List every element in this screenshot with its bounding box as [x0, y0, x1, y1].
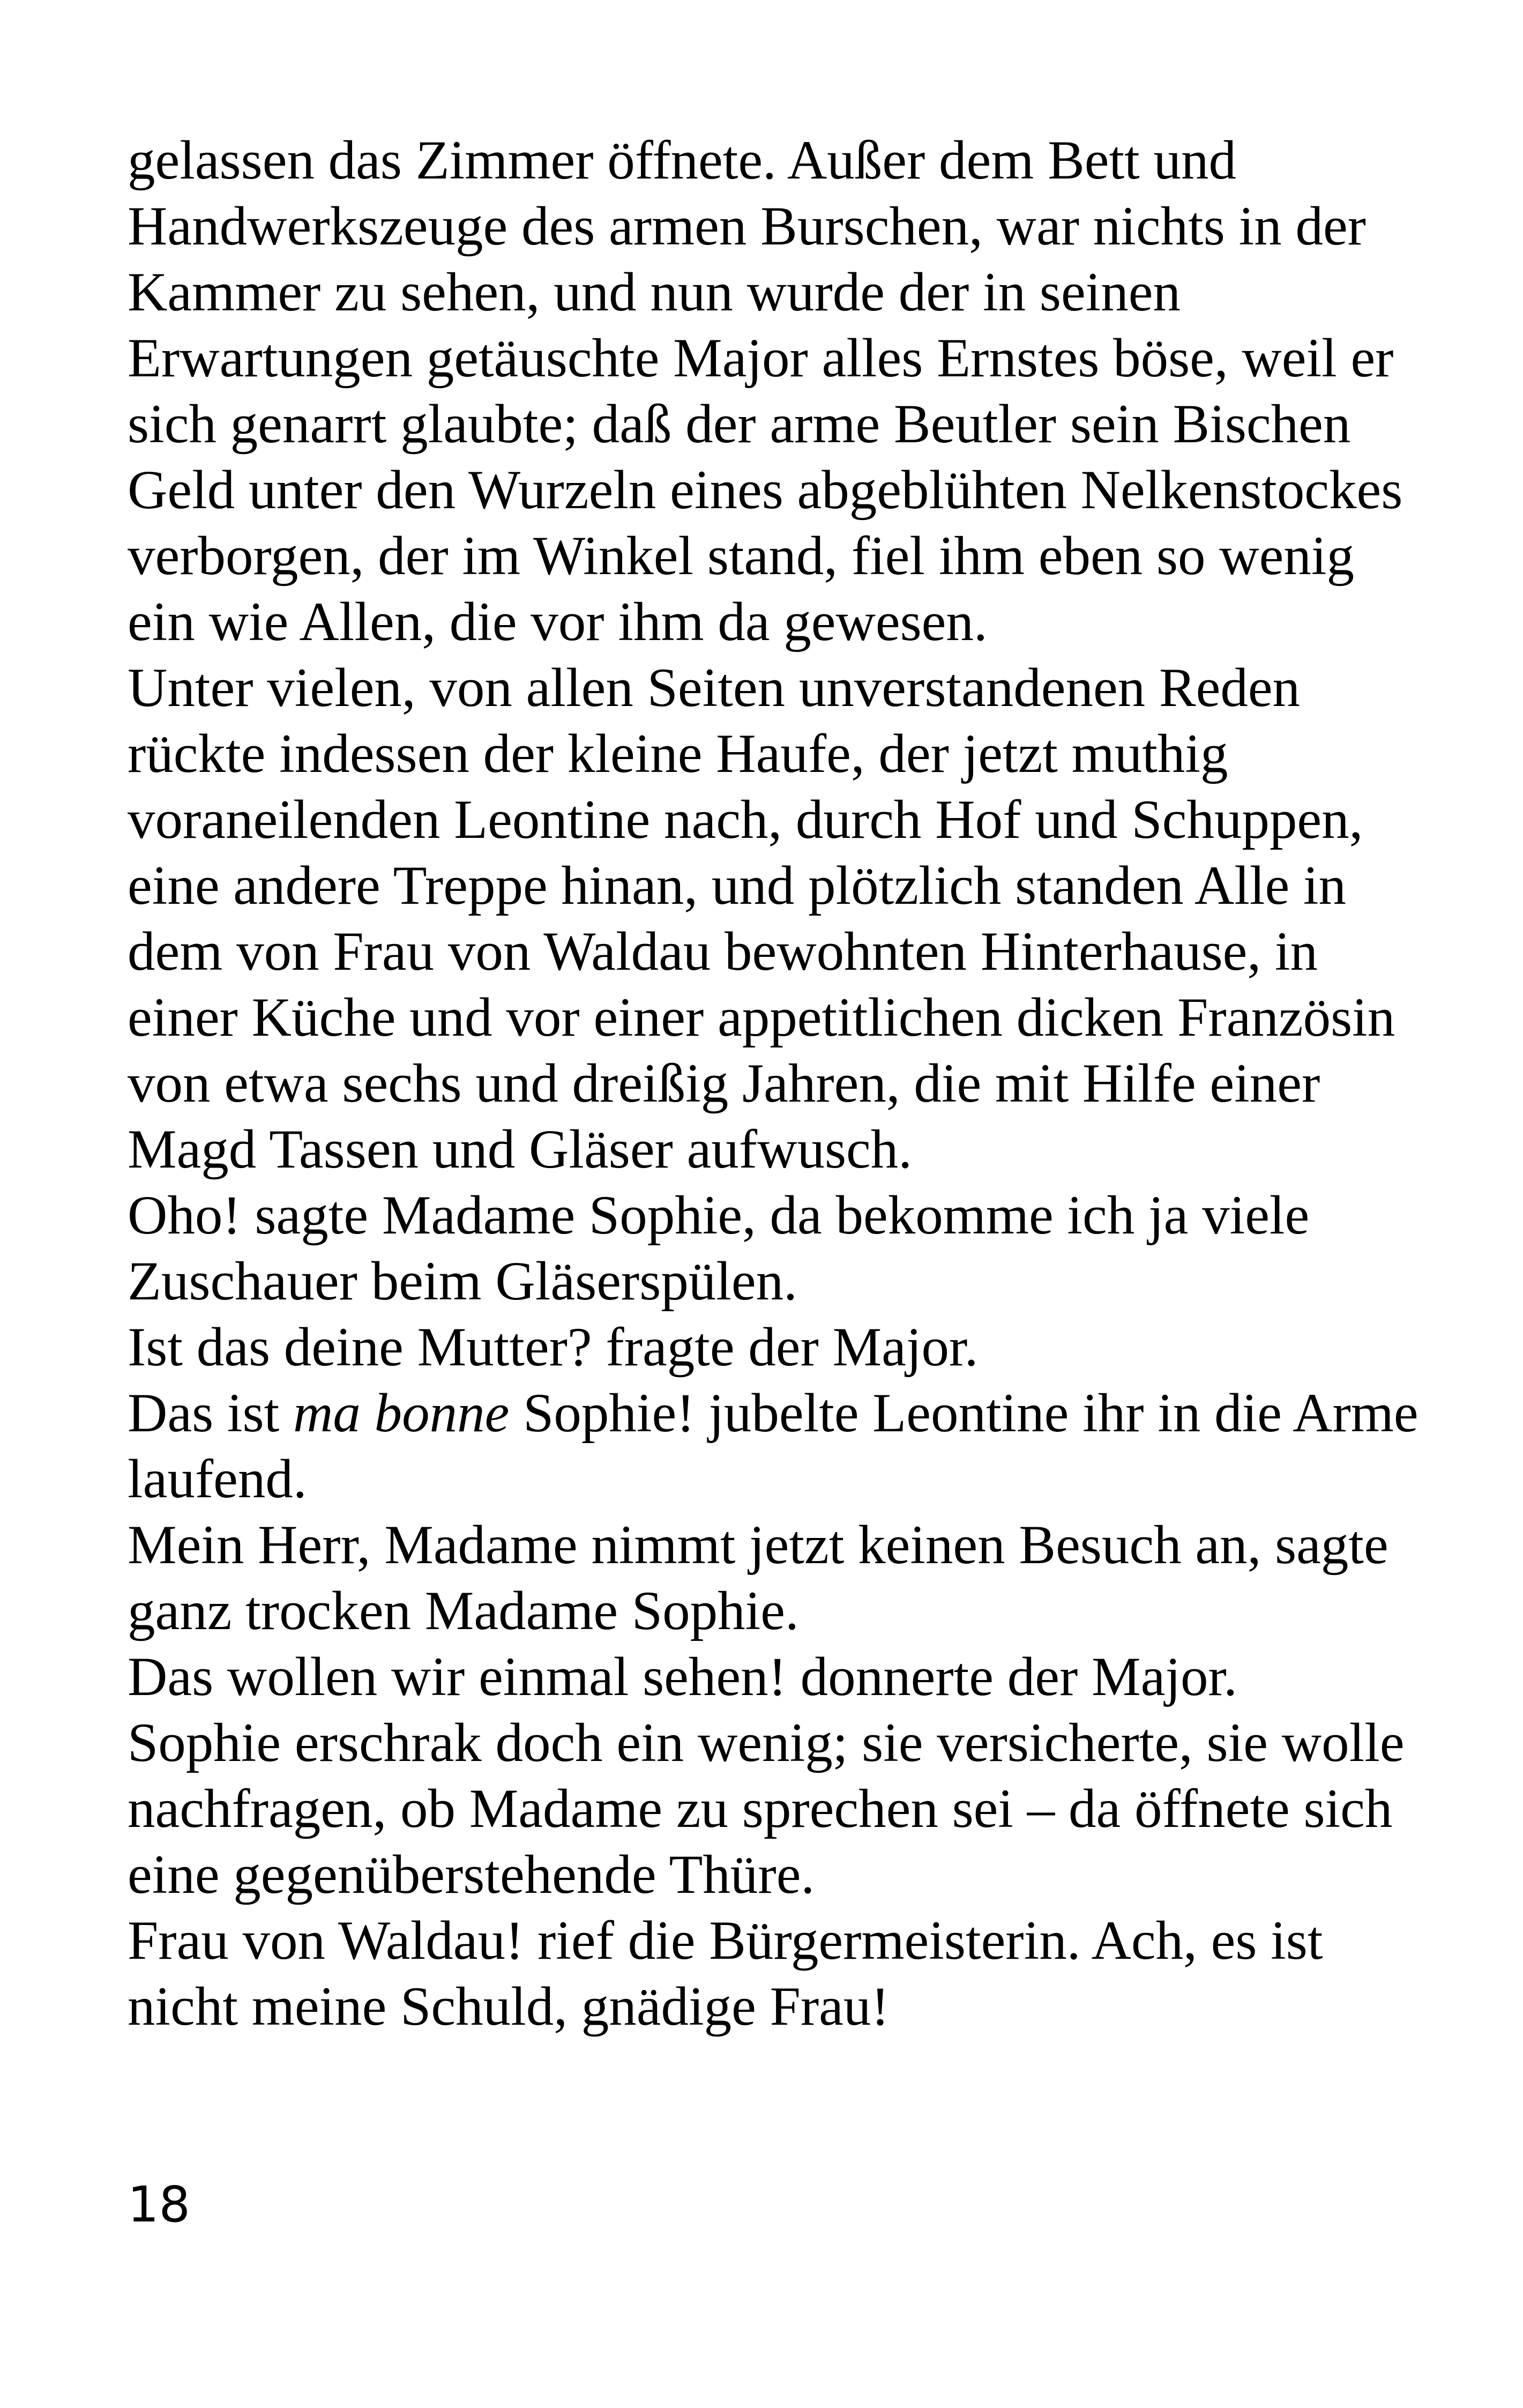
text-line: eine andere Treppe hinan, und plötzlich standen Alle in: [128, 855, 1347, 916]
body-text: [128, 128, 1419, 2040]
italic-phrase: ma bonne: [293, 1383, 510, 1444]
page-number: 18: [128, 2176, 191, 2233]
text-line: dem von Frau von Waldau bewohnten Hinterhause, in: [128, 921, 1318, 982]
text-line: [128, 1380, 1419, 1446]
text-line: rückte indessen der kleine Haufe, der jetzt muthig: [128, 723, 1228, 784]
text-segment: Sophie! jubelte Leontine ihr in die Arme: [509, 1383, 1419, 1444]
text-line: eine gegenüberstehende Thüre.: [128, 1844, 815, 1905]
text-line: nicht meine Schuld, gnädige Frau!: [128, 1976, 890, 2037]
text-line: verborgen, der im Winkel stand, fiel ihm eben so wenig: [128, 525, 1354, 586]
text-line: einer Küche und vor einer appetitlichen dicken Französin: [128, 987, 1395, 1048]
text-line: Unter vielen, von allen Seiten unverstandenen Reden: [128, 657, 1301, 718]
text-line: sich genarrt glaubte; daß der arme Beutler sein Bischen: [128, 393, 1351, 455]
text-line: Frau von Waldau! rief die Bürgermeisterin. Ach, es ist: [128, 1910, 1323, 1971]
text-line: voraneilenden Leontine nach, durch Hof und Schuppen,: [128, 789, 1363, 850]
text-line: Ist das deine Mutter? fragte der Major.: [128, 1317, 979, 1378]
text-line: Das wollen wir einmal sehen! donnerte der Major.: [128, 1646, 1237, 1707]
text-line: Geld unter den Wurzeln eines abgeblühten Nelkenstockes: [128, 459, 1403, 521]
text-line: Oho! sagte Madame Sophie, da bekomme ich ja viele: [128, 1185, 1310, 1246]
text-line: Magd Tassen und Gläser aufwusch.: [128, 1119, 913, 1180]
text-line: Handwerkszeuge des armen Burschen, war nichts in der: [128, 196, 1366, 257]
text-line: ein wie Allen, die vor ihm da gewesen.: [128, 591, 988, 652]
text-line: Erwartungen getäuschte Major alles Ernstes böse, weil er: [128, 328, 1394, 389]
text-line: ganz trocken Madame Sophie.: [128, 1580, 799, 1641]
text-line: Mein Herr, Madame nimmt jetzt keinen Besuch an, sagte: [128, 1514, 1388, 1575]
text-line: von etwa sechs und dreißig Jahren, die mit Hilfe einer: [128, 1053, 1320, 1114]
text-line: Zuschauer beim Gläserspülen.: [128, 1251, 797, 1312]
text-line: nachfragen, ob Madame zu sprechen sei – da öffnete sich: [128, 1778, 1393, 1839]
text-line: gelassen das Zimmer öffnete. Außer dem Bett und: [128, 130, 1237, 191]
text-line: Sophie erschrak doch ein wenig; sie versicherte, sie wolle: [128, 1712, 1405, 1773]
text-line: laufend.: [128, 1448, 307, 1510]
text-line: Kammer zu sehen, und nun wurde der in seinen: [128, 262, 1181, 323]
text-segment: Das ist: [128, 1383, 293, 1444]
